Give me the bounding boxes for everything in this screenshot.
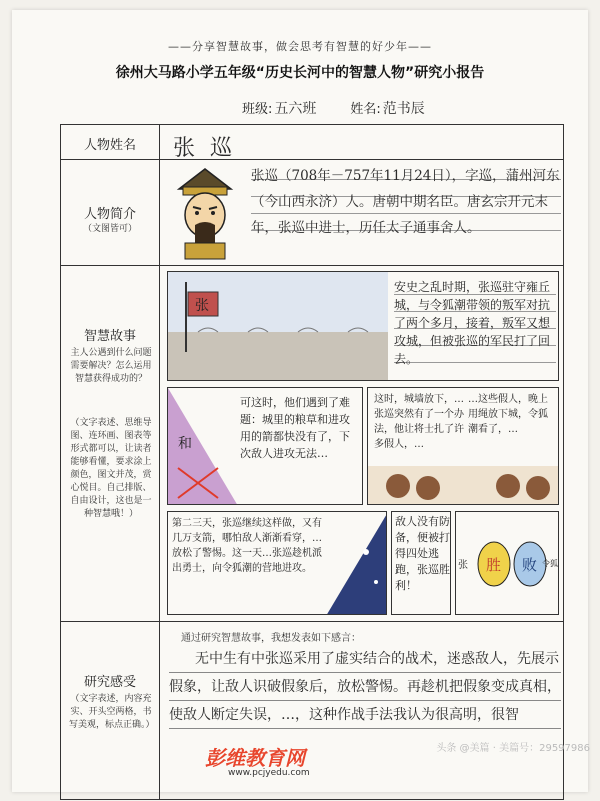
name-value: 范书辰 <box>382 101 425 117</box>
feel-intro: 通过研究智慧故事，我想发表如下感言： <box>181 633 361 644</box>
story-panel-5 <box>391 511 451 615</box>
panel6-lose: 败 <box>522 556 538 574</box>
story-note: （文字表述、思维导图、连环画、图表等形式都可以，让读者能够看懂，要求涂上颜色，图文并茂，赏心悦目。自己排版、自由设计，这也是一种智慧哦！） <box>70 418 152 519</box>
story-label: 智慧故事 <box>83 329 136 344</box>
panel6-right: 令狐 <box>542 559 558 568</box>
person-name-label: 人物姓名 <box>83 138 136 153</box>
intro-text: 张巡（708年－757年11月24日），字巡，蒲州河东（今山西永济）人。唐朝中期名臣。唐玄宗开元末年，张巡中进士，历任太子通事舍人。 <box>251 163 561 241</box>
feel-area <box>61 621 563 801</box>
person-name-value: 张 巡 <box>173 136 236 161</box>
night-sky-drawing <box>326 512 387 615</box>
feel-label: 研究感受 <box>83 675 136 690</box>
row-divider <box>61 265 563 266</box>
student-info <box>242 98 425 118</box>
class-label: 班级: <box>242 102 273 117</box>
motto: ——分享智慧故事，做会思考有智慧的好少年—— <box>168 40 432 53</box>
story-panel-2-text: 可这时，他们遇到了难题：城里的粮草和进攻用的箭都快没有了，下次敌人进攻无法… <box>240 396 350 460</box>
story-panel-1-text: 安史之乱时期，张巡驻守雍丘城，与令狐潮带领的叛军对抗了两个多月，接着，叛军又想攻城，但被张巡的军民打了回去。 <box>394 278 556 368</box>
feel-note: （文字表述，内容充实、开头空两格，书写美观，标点正确。） <box>69 694 155 730</box>
report-title: 徐州大马路小学五年级“历史长河中的智慧人物”研究小报告 <box>115 65 485 81</box>
intro-note: （文图皆可） <box>82 224 137 234</box>
story-panel-2 <box>167 387 363 505</box>
intro-label: 人物简介 <box>83 207 136 222</box>
name-label: 姓名: <box>350 102 381 117</box>
straw-men-drawing <box>368 466 559 505</box>
story-panel-6 <box>455 511 559 615</box>
cannon-drawing <box>168 388 238 505</box>
story-panel-3 <box>367 387 559 505</box>
row-divider <box>61 159 563 160</box>
story-panel-1 <box>167 271 559 381</box>
story-panel-3-text: 这时，城墙放下，…张巡突然有了一个办法，他让将士扎了许多假人，… <box>374 394 464 450</box>
panel6-left: 张 <box>458 560 468 571</box>
story-panel-3b-text: …这些假人，晚上用绳放下城，令狐潮看了，… <box>468 394 548 435</box>
feel-text: 无中生有中张巡采用了虚实结合的战术，迷惑敌人，先展示假象，让敌人识破假象后，放松警惕。再趁机把假象变成真相，使敌人断定失误，…，这种作战手法我认为很高明，很智 <box>169 645 561 729</box>
city-wall-drawing <box>168 272 388 381</box>
story-panel-4 <box>167 511 387 615</box>
class-value: 五六班 <box>274 101 317 117</box>
story-question: 主人公遇到什么问题需要解决？怎么运用智慧获得成功的？ <box>70 348 152 384</box>
panel6-win: 胜 <box>486 556 502 574</box>
watermark-brand: 彭维教育网 <box>205 746 305 770</box>
report-table <box>60 124 564 800</box>
zhang-xun-portrait <box>165 163 245 261</box>
watermark-url: www.pcjyedu.com <box>228 768 310 778</box>
story-panel-5-text: 敌人没有防备，便被打得四处逃跑，张巡胜利！ <box>395 515 450 592</box>
panel2-flag: 和 <box>178 436 192 452</box>
flag-character: 张 <box>195 298 209 314</box>
story-panel-4-text: 第二三天，张巡继续这样做，又有几万支箭，哪怕敌人渐渐看穿，…放松了警惕。这一天…张巡趁机派出勇士，向令狐潮的营地进攻。 <box>172 518 322 574</box>
report-sheet <box>12 10 588 792</box>
watermark-right: 头条 @美篇 · 美篇号：29597986 <box>436 743 590 754</box>
